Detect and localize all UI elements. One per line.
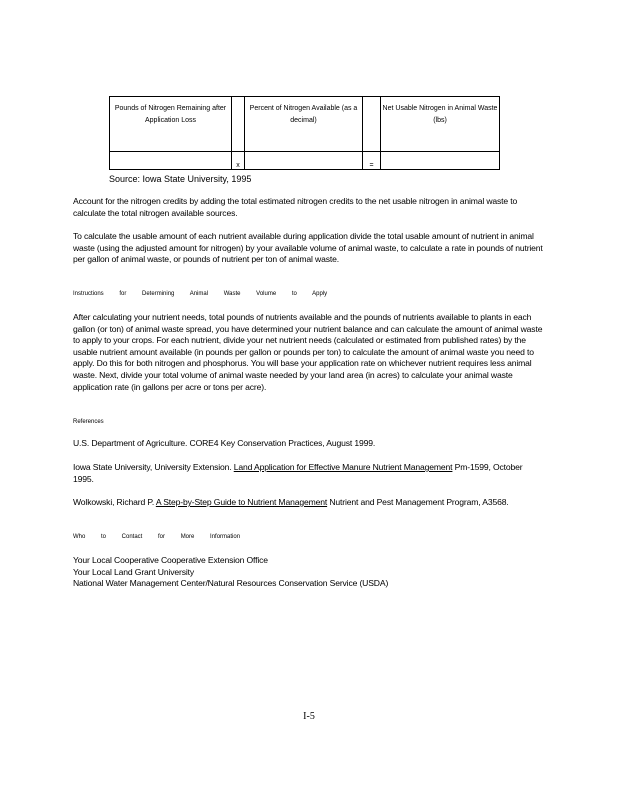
- paragraph-instructions: After calculating your nutrient needs, total pounds of nutrients available and the pounds of nutrients available to plants in each gallon (or ton) of animal waste spread, you have determined your nutrient balance and can calculate the amount of animal waste to apply to your crops. For each nutrient, divide your net nutrient needs (calculated or estimated from published rates) by the usable nutrient amount available (in pounds per gallon or pounds per ton) to calculate the amount of animal waste you need to apply. Do this for both nitrogen and phosphorus. You will base your application rate on whichever nutrient requires less animal waste. Next, divide your total volume of animal waste needed by your land area (in acres) to calculate your animal waste application rate (in gallons per acre or tons per acre).: [73, 312, 543, 392]
- header-net-usable: Net Usable Nitrogen in Animal Waste (lbs): [381, 97, 500, 152]
- reference-iowa-state-title: Land Application for Effective Manure Nutrient Management: [233, 462, 453, 472]
- reference-wolkowski-title: A Step-by-Step Guide to Nutrient Management: [155, 497, 328, 507]
- result-cell-net: [381, 152, 500, 170]
- heading-references: References: [73, 419, 104, 425]
- paragraph-nitrogen-credits: Account for the nitrogen credits by adding the total estimated nitrogen credits to the net usable nitrogen in animal waste to calculate the total nitrogen available sources.: [73, 196, 518, 218]
- heading-contact: Who to Contact for More Information: [73, 534, 241, 540]
- table-source: Source: Iowa State University, 1995: [109, 174, 252, 184]
- input-cell-pounds: [110, 152, 232, 170]
- operator-cell-header-2: [363, 97, 381, 152]
- multiply-symbol: x: [232, 152, 245, 170]
- input-cell-percent: [245, 152, 363, 170]
- page-number: I-5: [303, 711, 315, 722]
- reference-iowa-state: Iowa State University, University Extension. Land Application for Effective Manure Nutrient Management Pm-1599, October 1995.: [73, 462, 523, 484]
- equals-symbol: =: [363, 152, 381, 170]
- header-percent-available: Percent of Nitrogen Available (as a decimal): [245, 97, 363, 152]
- contact-nrcs: National Water Management Center/Natural Resources Conservation Service (USDA): [73, 578, 389, 588]
- reference-usda: U.S. Department of Agriculture. CORE4 Key Conservation Practices, August 1999.: [73, 438, 376, 448]
- nitrogen-calculation-table: [109, 96, 500, 170]
- contact-extension-office: Your Local Cooperative Cooperative Extension Office: [73, 555, 268, 565]
- paragraph-usable-amount: To calculate the usable amount of each nutrient available during application divide the total usable amount of nutrient in animal waste (using the adjusted amount for nitrogen) by your available volume of animal waste, to calculate a rate in pounds of nutrient per gallon of animal waste, or pounds of nutrient per ton of animal waste.: [73, 231, 543, 265]
- reference-wolkowski: Wolkowski, Richard P. A Step-by-Step Guide to Nutrient Management Nutrient and Pest Management Program, A3568.: [73, 497, 509, 507]
- operator-cell-header: [232, 97, 245, 152]
- contact-land-grant: Your Local Land Grant University: [73, 567, 194, 577]
- header-pounds-remaining: Pounds of Nitrogen Remaining after Application Loss: [110, 97, 232, 152]
- heading-instructions: Instructions for Determining Animal Waste Volume to Apply: [73, 291, 328, 297]
